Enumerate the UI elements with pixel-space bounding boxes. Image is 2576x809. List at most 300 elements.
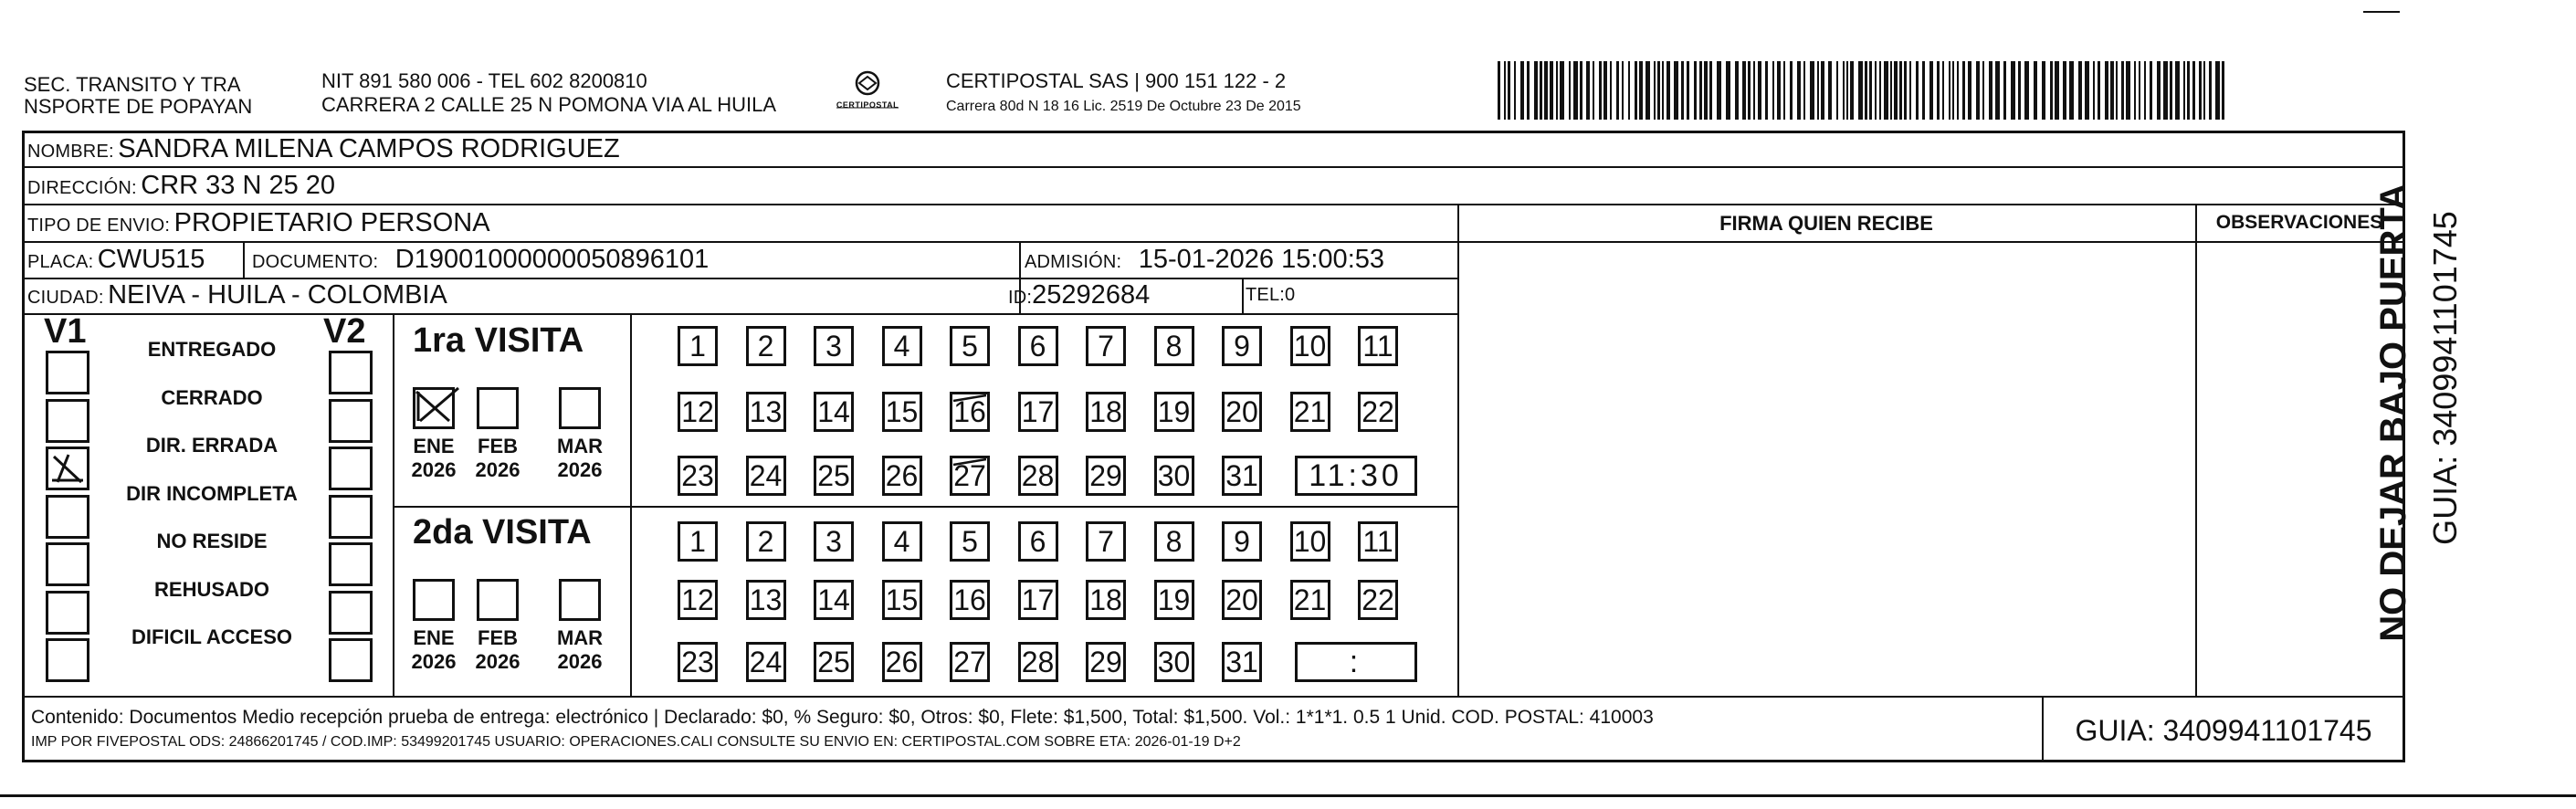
barcode-bar bbox=[1765, 61, 1768, 120]
visit1-day-label: 9 bbox=[1234, 329, 1250, 362]
barcode-bar bbox=[1843, 61, 1845, 120]
status-label-4: NO RESIDE bbox=[156, 530, 268, 552]
visit2-day-24[interactable] bbox=[746, 642, 786, 682]
visit1-day-label: 18 bbox=[1089, 394, 1122, 428]
v1-checkbox-6[interactable] bbox=[46, 638, 89, 682]
bottom-rule bbox=[0, 794, 2576, 797]
visit1-day-23[interactable] bbox=[678, 456, 718, 496]
barcode-bar bbox=[1962, 61, 1965, 120]
barcode-bar bbox=[1504, 61, 1506, 120]
placa-row bbox=[27, 244, 205, 279]
barcode-bar bbox=[2055, 61, 2059, 120]
visit1-day-24[interactable] bbox=[746, 456, 786, 496]
visit2-day-23[interactable] bbox=[678, 642, 718, 682]
visit2-month-name-0: ENE bbox=[413, 626, 455, 649]
visit2-day-6[interactable] bbox=[1018, 521, 1058, 562]
barcode-bar bbox=[1875, 61, 1877, 120]
visit2-day-12[interactable] bbox=[678, 580, 718, 620]
visit2-day-label: 27 bbox=[953, 645, 986, 678]
visit2-day-label: 24 bbox=[749, 645, 783, 678]
barcode-bar bbox=[1735, 61, 1739, 120]
barcode-bar bbox=[1639, 61, 1643, 120]
barcode-bar bbox=[2209, 61, 2212, 120]
visit2-day-label: 31 bbox=[1225, 645, 1258, 678]
v1-checkbox-4[interactable] bbox=[46, 542, 89, 586]
admision-row bbox=[1025, 244, 1384, 279]
visit2-day-label: 26 bbox=[885, 645, 919, 678]
visit2-day-label: 4 bbox=[893, 524, 910, 558]
barcode-bar bbox=[1560, 61, 1564, 120]
visit1-day-label: 22 bbox=[1362, 394, 1394, 428]
visit1-title: 1ra VISITA bbox=[413, 321, 584, 360]
firma-header: FIRMA QUIEN RECIBE bbox=[1719, 212, 1933, 235]
visit2-month-name-1: FEB bbox=[478, 626, 518, 649]
footer-guia: GUIA: 3409941101745 bbox=[2075, 714, 2372, 747]
barcode-bar bbox=[1884, 61, 1888, 120]
visit1-day-28[interactable] bbox=[1018, 456, 1058, 496]
side-warning: NO DEJAR BAJO PUERTA bbox=[2373, 184, 2413, 642]
strike-mark-icon bbox=[950, 392, 990, 432]
visit1-day-13[interactable] bbox=[746, 392, 786, 432]
nombre-label: NOMBRE: bbox=[27, 142, 114, 162]
observaciones-header: OBSERVACIONES bbox=[2215, 212, 2383, 233]
barcode-bar bbox=[1982, 61, 1984, 120]
visit1-day-4[interactable] bbox=[882, 326, 922, 366]
visit2-day-label: 12 bbox=[681, 583, 714, 616]
v1-checkbox-5[interactable] bbox=[46, 591, 89, 635]
barcode-bar bbox=[1645, 61, 1650, 120]
barcode-bar bbox=[2175, 61, 2180, 120]
visit2-day-label: 22 bbox=[1362, 583, 1394, 616]
barcode-bar bbox=[1836, 61, 1838, 120]
barcode-bar bbox=[1803, 61, 1805, 120]
barcode-bar bbox=[1520, 61, 1524, 120]
status-label-0: ENTREGADO bbox=[147, 338, 277, 361]
status-label-6: DIFICIL ACCESO bbox=[131, 625, 292, 648]
direccion-value: CRR 33 N 25 20 bbox=[141, 171, 336, 200]
barcode-bar bbox=[1790, 61, 1793, 120]
visit2-day-10[interactable] bbox=[1290, 521, 1330, 562]
visit2-day-7[interactable] bbox=[1086, 521, 1126, 562]
visit2-day-label: 7 bbox=[1098, 524, 1114, 558]
visit2-day-20[interactable] bbox=[1222, 580, 1262, 620]
visit1-day-label: 2 bbox=[757, 329, 774, 362]
visit2-day-label: 28 bbox=[1021, 645, 1055, 678]
id-label: ID: bbox=[1008, 288, 1033, 308]
barcode-bar bbox=[1890, 61, 1892, 120]
visit2-month-year-0: 2026 bbox=[411, 650, 457, 673]
barcode-bar bbox=[1909, 61, 1911, 120]
visit2-day-label: 8 bbox=[1165, 524, 1183, 558]
visit2-day-22[interactable] bbox=[1358, 580, 1398, 620]
direccion-row bbox=[27, 170, 335, 205]
footer-line1: Contenido: Documentos Medio recepción prueba de entrega: electrónico | Declarado: $0, % Seguro: $0, Otros: $0, Flete: $1,500, Total: $1,500. Vol.: 1*1*1. 0.5 1 Unid. COD. POSTAL: 410003 bbox=[31, 707, 1654, 728]
barcode-bar bbox=[1498, 61, 1500, 120]
id-row bbox=[1008, 279, 1150, 315]
barcode-bar bbox=[2018, 61, 2021, 120]
visit1-day-26[interactable] bbox=[882, 456, 922, 496]
certipostal-logo bbox=[831, 68, 904, 122]
visit1-month-label-2 bbox=[548, 435, 612, 482]
barcode-bar bbox=[1687, 61, 1689, 120]
barcode-bar bbox=[1694, 61, 1697, 120]
visit1-day-7[interactable] bbox=[1086, 326, 1126, 366]
visit1-time-value: 11:30 bbox=[1309, 457, 1403, 493]
v2-checkbox-2[interactable] bbox=[329, 447, 373, 490]
barcode-bar bbox=[1758, 61, 1761, 120]
tipo-label: TIPO DE ENVIO: bbox=[27, 215, 171, 236]
barcode-bar bbox=[1976, 61, 1980, 120]
visit1-day-label: 14 bbox=[817, 394, 850, 428]
visit1-day-6[interactable] bbox=[1018, 326, 1058, 366]
barcode-bar bbox=[1616, 61, 1619, 120]
visit1-day-label: 26 bbox=[885, 458, 919, 492]
visit2-month-checkbox-1[interactable] bbox=[477, 579, 519, 621]
barcode-bar bbox=[2222, 61, 2224, 120]
visit2-day-1[interactable] bbox=[678, 521, 718, 562]
visit1-day-1[interactable] bbox=[678, 326, 718, 366]
visit1-day-12[interactable] bbox=[678, 392, 718, 432]
visit2-day-29[interactable] bbox=[1086, 642, 1126, 682]
visit2-day-label: 20 bbox=[1225, 583, 1258, 616]
visit2-day-27[interactable] bbox=[950, 642, 990, 682]
barcode-bar bbox=[1657, 61, 1660, 120]
visit1-day-label: 17 bbox=[1021, 394, 1055, 428]
barcode-bar bbox=[1850, 61, 1854, 120]
visit1-time-box[interactable] bbox=[1295, 456, 1417, 496]
visit1-month-name-0: ENE bbox=[413, 435, 455, 457]
barcode-bar bbox=[1603, 61, 1607, 120]
visit1-day-20[interactable] bbox=[1222, 392, 1262, 432]
barcode-bar bbox=[1726, 61, 1730, 120]
visit2-day-31[interactable] bbox=[1222, 642, 1262, 682]
status-label-5: REHUSADO bbox=[154, 577, 269, 601]
placa-label: PLACA: bbox=[27, 252, 94, 272]
visit2-day-2[interactable] bbox=[746, 521, 786, 562]
barcode-bar bbox=[1748, 61, 1751, 120]
visit1-day-label: 11 bbox=[1362, 329, 1393, 362]
visit1-day-10[interactable] bbox=[1290, 326, 1330, 366]
barcode-bar bbox=[1904, 61, 1907, 120]
barcode-bar bbox=[1922, 61, 1925, 120]
barcode-bar bbox=[1580, 61, 1582, 120]
visit2-day-15[interactable] bbox=[882, 580, 922, 620]
visit1-day-8[interactable] bbox=[1154, 326, 1194, 366]
v1-checkbox-2[interactable] bbox=[46, 447, 89, 490]
visit2-day-label: 30 bbox=[1157, 645, 1191, 678]
tel-label: TEL: bbox=[1246, 285, 1286, 305]
barcode-bar bbox=[1635, 61, 1637, 120]
v2-checkbox-3[interactable] bbox=[329, 495, 373, 539]
visit2-day-11[interactable] bbox=[1358, 521, 1398, 562]
visit2-day-5[interactable] bbox=[950, 521, 990, 562]
barcode-bar bbox=[2116, 61, 2118, 120]
barcode-bar bbox=[1942, 61, 1944, 120]
v1-checkbox-0[interactable] bbox=[46, 351, 89, 394]
visit1-month-label-1 bbox=[466, 435, 530, 482]
barcode-bar bbox=[1610, 61, 1612, 120]
barcode-bar bbox=[2105, 61, 2108, 120]
visit2-day-label: 15 bbox=[885, 583, 919, 616]
visit2-day-14[interactable] bbox=[814, 580, 854, 620]
visit2-day-9[interactable] bbox=[1222, 521, 1262, 562]
barcode-bar bbox=[2192, 61, 2195, 120]
barcode-bar bbox=[2050, 61, 2053, 120]
barcode-bar bbox=[1952, 61, 1954, 120]
visit2-month-label-2 bbox=[548, 626, 612, 674]
visit2-day-26[interactable] bbox=[882, 642, 922, 682]
barcode-bar bbox=[2163, 61, 2168, 120]
visit2-day-8[interactable] bbox=[1154, 521, 1194, 562]
barcode-bar bbox=[1599, 61, 1602, 120]
barcode-bar bbox=[1989, 61, 1992, 120]
barcode-bar bbox=[1550, 61, 1553, 120]
v1-checkbox-1[interactable] bbox=[46, 399, 89, 443]
visit1-day-label: 4 bbox=[893, 329, 910, 362]
barcode-bar bbox=[1957, 61, 1959, 120]
check-mark-icon bbox=[48, 449, 87, 488]
visit1-day-14[interactable] bbox=[814, 392, 854, 432]
visit1-day-label: 3 bbox=[825, 329, 842, 362]
visit1-day-17[interactable] bbox=[1018, 392, 1058, 432]
barcode-bar bbox=[1654, 61, 1656, 120]
barcode-bar bbox=[1544, 61, 1548, 120]
nit-line2: CARRERA 2 CALLE 25 N POMONA VIA AL HUILA bbox=[321, 93, 777, 116]
barcode-bar bbox=[2110, 61, 2114, 120]
visit1-day-19[interactable] bbox=[1154, 392, 1194, 432]
visit1-day-31[interactable] bbox=[1222, 456, 1262, 496]
barcode-bar bbox=[1540, 61, 1542, 120]
visit2-day-25[interactable] bbox=[814, 642, 854, 682]
visit2-day-13[interactable] bbox=[746, 580, 786, 620]
visit1-day-label: 6 bbox=[1029, 329, 1046, 362]
barcode-bar bbox=[1879, 61, 1881, 120]
visit1-day-21[interactable] bbox=[1290, 392, 1330, 432]
visit2-day-label: 9 bbox=[1234, 524, 1250, 558]
placa-value: CWU515 bbox=[97, 245, 205, 274]
visit2-day-label: 10 bbox=[1293, 524, 1327, 558]
visit1-month-checkbox-2[interactable] bbox=[559, 387, 601, 429]
ciudad-label: CIUDAD: bbox=[27, 288, 104, 308]
visit1-month-label-0 bbox=[402, 435, 466, 482]
v1-checkbox-3[interactable] bbox=[46, 495, 89, 539]
visit1-month-year-2: 2026 bbox=[557, 458, 603, 481]
visit2-day-label: 3 bbox=[825, 524, 842, 558]
v2-checkbox-5[interactable] bbox=[329, 591, 373, 635]
v2-header: V2 bbox=[323, 312, 366, 351]
barcode-bar bbox=[1527, 61, 1530, 120]
barcode-bar bbox=[1514, 61, 1516, 120]
visit2-day-label: 17 bbox=[1021, 583, 1055, 616]
v2-checkbox-4[interactable] bbox=[329, 542, 373, 586]
visit2-day-label: 13 bbox=[749, 583, 783, 616]
barcode-bar bbox=[2187, 61, 2190, 120]
barcode-bar bbox=[2144, 61, 2146, 120]
barcode-bar bbox=[1968, 61, 1971, 120]
barcode-bar bbox=[1674, 61, 1678, 120]
visit1-day-label: 31 bbox=[1225, 458, 1258, 492]
barcode-bar bbox=[1817, 61, 1819, 120]
status-label-1: CERRADO bbox=[161, 385, 263, 409]
barcode-bar bbox=[1949, 61, 1950, 120]
visit2-month-name-2: MAR bbox=[556, 626, 604, 649]
barcode-bar bbox=[1704, 61, 1708, 120]
barcode-bar bbox=[2093, 61, 2095, 120]
barcode-bar bbox=[2139, 61, 2140, 120]
side-guia: GUIA: 3409941101745 bbox=[2426, 211, 2464, 545]
barcode-bar bbox=[2203, 61, 2205, 120]
barcode-bar bbox=[1573, 61, 1578, 120]
barcode-bar bbox=[1846, 61, 1848, 120]
corner-mark bbox=[2363, 11, 2400, 13]
visit1-day-3[interactable] bbox=[814, 326, 854, 366]
v2-checkbox-0[interactable] bbox=[329, 351, 373, 394]
barcode-bar bbox=[1586, 61, 1590, 120]
barcode-bar bbox=[1699, 61, 1702, 120]
barcode-bar bbox=[1717, 61, 1721, 120]
barcode-bar bbox=[2098, 61, 2100, 120]
visit2-day-30[interactable] bbox=[1154, 642, 1194, 682]
visit2-month-label-0 bbox=[402, 626, 466, 674]
visit1-day-22[interactable] bbox=[1358, 392, 1398, 432]
visit1-month-year-1: 2026 bbox=[475, 458, 520, 481]
visit1-day-label: 15 bbox=[885, 394, 919, 428]
documento-row bbox=[252, 244, 709, 279]
visit1-day-label: 29 bbox=[1089, 458, 1122, 492]
visit2-day-3[interactable] bbox=[814, 521, 854, 562]
visit1-day-11[interactable] bbox=[1358, 326, 1398, 366]
barcode-bar bbox=[1556, 61, 1558, 120]
documento-label: DOCUMENTO: bbox=[252, 252, 379, 272]
barcode-bar bbox=[2121, 61, 2124, 120]
visit2-day-label: 16 bbox=[953, 583, 986, 616]
visit1-day-label: 7 bbox=[1098, 329, 1114, 362]
visit2-day-label: 6 bbox=[1029, 524, 1046, 558]
visit2-day-17[interactable] bbox=[1018, 580, 1058, 620]
org-name-line2: NSPORTE DE POPAYAN bbox=[24, 95, 253, 118]
tel-value: 0 bbox=[1285, 285, 1296, 305]
visit1-day-15[interactable] bbox=[882, 392, 922, 432]
visit1-day-25[interactable] bbox=[814, 456, 854, 496]
visit1-day-9[interactable] bbox=[1222, 326, 1262, 366]
visit2-day-label: 11 bbox=[1362, 524, 1393, 558]
visit2-day-28[interactable] bbox=[1018, 642, 1058, 682]
visit2-day-18[interactable] bbox=[1086, 580, 1126, 620]
barcode-bar bbox=[1797, 61, 1801, 120]
visit2-day-label: 5 bbox=[962, 524, 978, 558]
visit2-day-19[interactable] bbox=[1154, 580, 1194, 620]
visit1-day-2[interactable] bbox=[746, 326, 786, 366]
barcode-bar bbox=[1916, 61, 1919, 120]
barcode-bar bbox=[2011, 61, 2015, 120]
admision-label: ADMISIÓN: bbox=[1025, 252, 1122, 272]
visit1-month-checkbox-0[interactable] bbox=[413, 387, 455, 429]
barcode-bar bbox=[2085, 61, 2089, 120]
v2-checkbox-1[interactable] bbox=[329, 399, 373, 443]
direccion-label: DIRECCIÓN: bbox=[27, 178, 137, 198]
visit2-title: 2da VISITA bbox=[413, 513, 592, 552]
visit2-month-label-1 bbox=[466, 626, 530, 674]
barcode-bar bbox=[2183, 61, 2185, 120]
barcode-bar bbox=[1742, 61, 1746, 120]
barcode-bar bbox=[1534, 61, 1538, 120]
barcode-bar bbox=[1772, 61, 1774, 120]
barcode-bar bbox=[2034, 61, 2037, 120]
visit1-day-label: 24 bbox=[749, 458, 783, 492]
barcode-bar bbox=[1865, 61, 1867, 120]
visit1-day-label: 16 bbox=[953, 394, 986, 428]
barcode-bar bbox=[2199, 61, 2202, 120]
visit2-time-box[interactable] bbox=[1295, 642, 1417, 682]
visit1-day-label: 19 bbox=[1157, 394, 1191, 428]
barcode-bar bbox=[1709, 61, 1712, 120]
visit2-day-21[interactable] bbox=[1290, 580, 1330, 620]
barcode-bar bbox=[1828, 61, 1832, 120]
barcode bbox=[1498, 61, 2224, 120]
v2-checkbox-6[interactable] bbox=[329, 638, 373, 682]
barcode-bar bbox=[1894, 61, 1898, 120]
visit1-day-label: 8 bbox=[1165, 329, 1183, 362]
courier-line2: Carrera 80d N 18 16 Lic. 2519 De Octubre 23 De 2015 bbox=[946, 99, 1301, 114]
visit2-month-year-1: 2026 bbox=[475, 650, 520, 673]
strike-mark-icon bbox=[950, 456, 990, 496]
barcode-bar bbox=[1508, 61, 1510, 120]
visit2-day-label: 18 bbox=[1089, 583, 1122, 616]
barcode-bar bbox=[2150, 61, 2152, 120]
barcode-bar bbox=[1777, 61, 1781, 120]
barcode-bar bbox=[1937, 61, 1940, 120]
barcode-bar bbox=[2024, 61, 2029, 120]
visit2-day-4[interactable] bbox=[882, 521, 922, 562]
visit1-month-name-1: FEB bbox=[478, 435, 518, 457]
visit1-day-label: 12 bbox=[681, 394, 714, 428]
visit1-day-27[interactable] bbox=[950, 456, 990, 496]
visit1-day-5[interactable] bbox=[950, 326, 990, 366]
barcode-bar bbox=[1783, 61, 1785, 120]
admision-value: 15-01-2026 15:00:53 bbox=[1138, 245, 1385, 274]
visit2-day-label: 23 bbox=[681, 645, 714, 678]
tel-row bbox=[1246, 279, 1295, 312]
visit1-day-16[interactable] bbox=[950, 392, 990, 432]
visit1-month-checkbox-1[interactable] bbox=[477, 387, 519, 429]
tipo-row bbox=[27, 207, 490, 243]
visit2-month-checkbox-0[interactable] bbox=[413, 579, 455, 621]
id-value: 25292684 bbox=[1032, 280, 1151, 310]
visit1-day-label: 1 bbox=[689, 329, 706, 362]
visit1-day-29[interactable] bbox=[1086, 456, 1126, 496]
barcode-bar bbox=[2042, 61, 2045, 120]
barcode-bar bbox=[1821, 61, 1824, 120]
barcode-bar bbox=[1753, 61, 1755, 120]
barcode-bar bbox=[1622, 61, 1624, 120]
barcode-bar bbox=[2157, 61, 2161, 120]
barcode-bar bbox=[2170, 61, 2172, 120]
visit1-day-label: 5 bbox=[962, 329, 978, 362]
barcode-bar bbox=[1569, 61, 1571, 120]
visit1-day-30[interactable] bbox=[1154, 456, 1194, 496]
v1-header: V1 bbox=[44, 312, 87, 351]
visit1-day-18[interactable] bbox=[1086, 392, 1126, 432]
visit2-day-16[interactable] bbox=[950, 580, 990, 620]
logo-text: CERTIPOSTAL bbox=[836, 100, 899, 110]
visit2-day-label: 19 bbox=[1157, 583, 1191, 616]
barcode-bar bbox=[2003, 61, 2006, 120]
ciudad-value: NEIVA - HUILA - COLOMBIA bbox=[108, 280, 447, 310]
barcode-bar bbox=[2063, 61, 2066, 120]
visit1-day-label: 13 bbox=[749, 394, 783, 428]
visit2-month-checkbox-2[interactable] bbox=[559, 579, 601, 621]
visit2-day-label: 2 bbox=[757, 524, 774, 558]
